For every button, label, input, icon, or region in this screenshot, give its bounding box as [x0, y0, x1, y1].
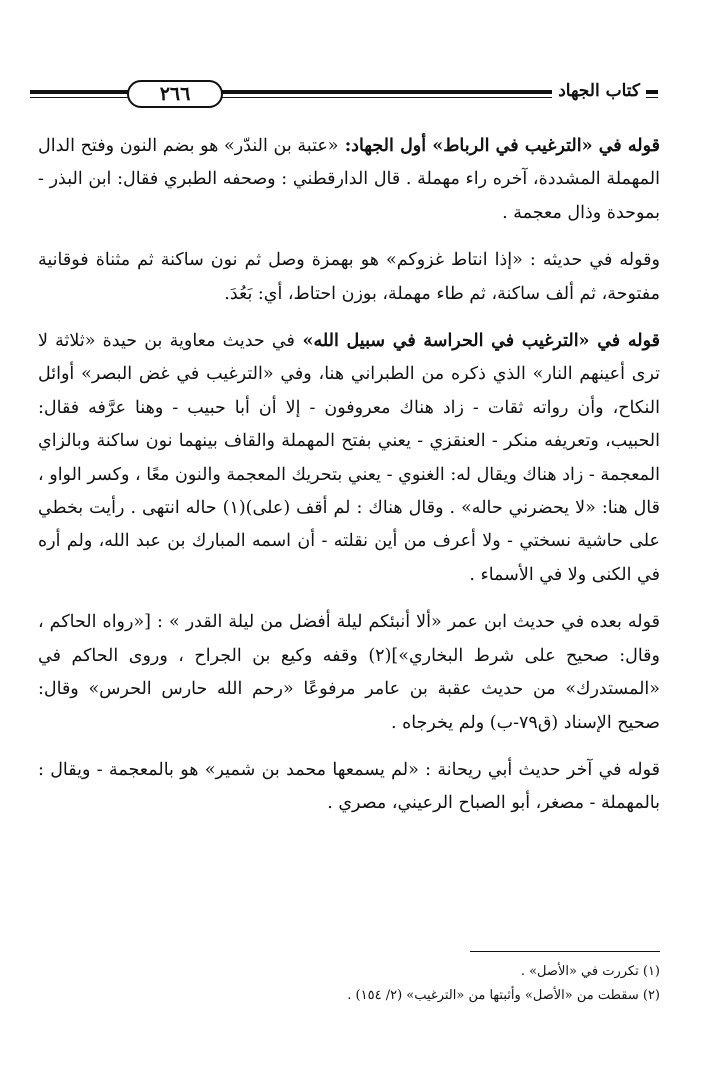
book-title: كتاب الجهاد	[552, 81, 646, 101]
heading-run: قوله في «الترغيب في الرباط» أول الجهاد:	[338, 136, 660, 156]
text-run: قوله بعده في حديث ابن عمر «ألا أنبئكم ليلة أفضل من ليلة القدر » : [«رواه الحاكم ، وقال: صحيح على شرط البخاري»](٢) وقفه وكيع بن الجراح ، وروى الحاكم في «المستدرك» من حديث عقبة بن عامر مرفوعًا «رحم الله حارس الحرس» وقال: صحيح الإسناد (ق٧٩-ب) ولم يخرجاه .	[38, 612, 660, 733]
paragraph-1	[38, 130, 660, 230]
heading-run: قوله في «الترغيب في الحراسة في سبيل الله»	[294, 331, 660, 352]
paragraph-3	[38, 325, 660, 592]
text-run: وقوله في حديثه : «إذا انتاط غزوكم» هو بهمزة وصل ثم نون ساكنة ثم مثناة فوقانية مفتوحة، ثم ألف ساكنة، ثم طاء مهملة، بوزن احتاط، أي: بَعُدَ.	[38, 250, 660, 304]
footnote-2: (٢) سقطت من «الأصل» وأثبتها من «الترغيب» (٢/ ١٥٤) .	[347, 988, 660, 1003]
paragraph-2	[38, 244, 660, 311]
footnote-1: (١) تكررت في «الأصل» .	[520, 964, 660, 979]
paragraph-4	[38, 606, 660, 740]
text-run: في حديث معاوية بن حيدة «ثلاثة لا ترى أعينهم النار» الذي ذكره من الطبراني هنا، وفي «الترغيب في غض البصر» أوائل النكاح، وأن رواته ثقات - زاد هناك معروفون - إلا أن أبا حبيب - وهنا عرَّفه فقال: الحبيب، وتعريفه منكر - العنقزي - يعني بفتح المهملة والقاف بينهما نون ساكنة وبالزاي المعجمة - زاد هناك ويقال له: الغنوي - يعني بتحريك المعجمة والنون معًا ، وكسر الواو ، قال هنا: «لا يحضرني حاله» . وقال هناك : لم أقف (على)(١) حاله انتهى . رأيت بخطي على حاشية نسختي - ولا أعرف من أين نقلته - أن اسمه المبارك بن عبد الله، ولم أره في الكنى ولا في الأسماء .	[38, 331, 660, 585]
footnotes	[38, 960, 660, 1008]
footnote-divider	[470, 951, 660, 952]
page-number: ٢٦٦	[127, 80, 223, 108]
text-run: قوله في آخر حديث أبي ريحانة : «لم يسمعها محمد بن شمير» هو بالمعجمة - ويقال : بالمهملة - مصغر، أبو الصباح الرعيني، مصري .	[38, 759, 660, 814]
main-text	[38, 130, 660, 835]
paragraph-5	[38, 754, 660, 821]
page-header	[30, 74, 658, 114]
text-run: «عتبة بن الندّر» هو بضم النون وفتح الدال المهملة المشددة، آخره راء مهملة . قال الدارقطني : وصحفه الطبري فقال: ابن البذر - بموحدة وذال معجمة .	[38, 136, 660, 223]
